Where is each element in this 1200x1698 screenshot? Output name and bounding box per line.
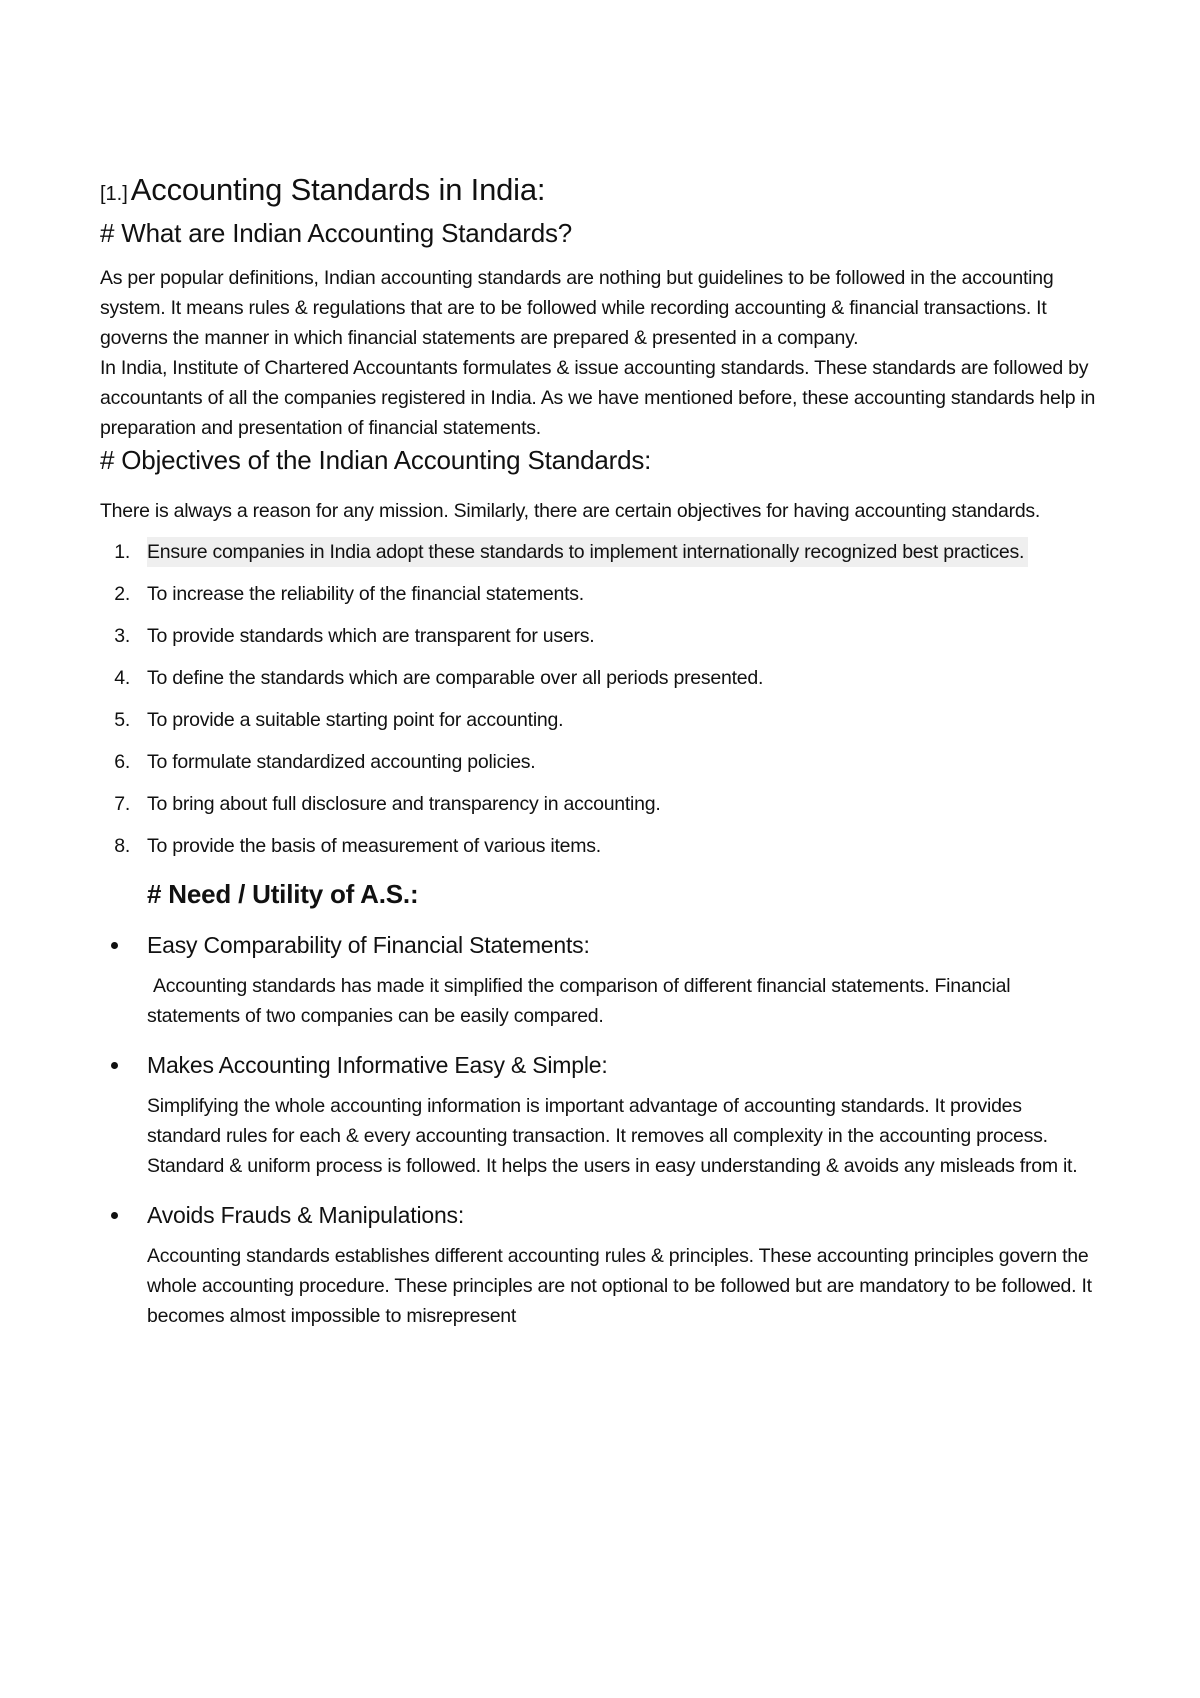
document-content: [100, 172, 1100, 1331]
heading-objectives: # Objectives of the Indian Accounting Standards:: [100, 445, 652, 475]
list-item: [100, 747, 1100, 777]
list-item-text: To formulate standardized accounting policies.: [147, 751, 536, 773]
utility-item-title: Easy Comparability of Financial Statements:: [147, 932, 590, 958]
list-item-number: 3.: [114, 625, 130, 647]
page-title: Accounting Standards in India:: [130, 172, 546, 207]
list-item-text: To provide a suitable starting point for accounting.: [147, 709, 564, 731]
utility-item: [100, 1199, 1100, 1331]
list-item-number: 5.: [114, 709, 130, 731]
list-item: [100, 579, 1100, 609]
list-item-number: 2.: [114, 583, 130, 605]
utility-item-heading: [100, 929, 1100, 961]
objectives-list: [100, 537, 1100, 861]
list-item-text: To bring about full disclosure and transparency in accounting.: [147, 793, 661, 815]
heading-need-utility: # Need / Utility of A.S.:: [147, 879, 419, 909]
title-number: [1.]: [100, 183, 128, 205]
list-item-number: 7.: [114, 793, 130, 815]
utility-item-heading: [100, 1199, 1100, 1231]
list-item-number: 8.: [114, 835, 130, 857]
list-item: [100, 621, 1100, 651]
title-row: [100, 172, 1100, 216]
list-item-text: To provide standards which are transparent for users.: [147, 625, 595, 647]
paragraph-objectives-intro: There is always a reason for any mission. Similarly, there are certain objectives for having accounting standards.: [100, 500, 1041, 522]
list-item: [100, 705, 1100, 735]
list-item: [100, 663, 1100, 693]
list-item-text: To define the standards which are comparable over all periods presented.: [147, 667, 764, 689]
list-item: [100, 537, 1100, 567]
utility-item-title: Makes Accounting Informative Easy & Simple:: [147, 1052, 608, 1078]
utility-item-title: Avoids Frauds & Manipulations:: [147, 1202, 465, 1228]
paragraph-definition: As per popular definitions, Indian accounting standards are nothing but guidelines to be followed in the accounting system. It means rules & regulations that are to be followed while recording accounting & financial transactions. It governs the manner in which financial statements are prepared & presented in a company.: [100, 267, 1054, 349]
list-item-text: To increase the reliability of the financial statements.: [147, 583, 584, 605]
bullet-icon: [100, 1049, 147, 1081]
list-item: [100, 789, 1100, 819]
heading-what-are-standards: # What are Indian Accounting Standards?: [100, 218, 573, 248]
utility-item-body: Accounting standards has made it simplified the comparison of different financial statements. Financial statements of two companies can be easily compared.: [147, 975, 1011, 1027]
list-item-number: 4.: [114, 667, 130, 689]
list-item-text: To provide the basis of measurement of various items.: [147, 835, 601, 857]
list-item-number: 6.: [114, 751, 130, 773]
bullet-icon: [100, 1199, 147, 1231]
bullet-icon: [100, 929, 147, 961]
utility-item-heading: [100, 1049, 1100, 1081]
utility-item-body: Simplifying the whole accounting information is important advantage of accounting standards. It provides standard rules for each & every accounting transaction. It removes all complexity in the accounting process. Standard & uniform process is followed. It helps the users in easy understanding & avoids any misleads from it.: [147, 1095, 1078, 1177]
list-item-text: Ensure companies in India adopt these standards to implement internationally recognized best practices.: [147, 537, 1028, 567]
utility-item: [100, 1049, 1100, 1181]
list-item: [100, 831, 1100, 861]
list-item-number: 1.: [114, 541, 130, 563]
utility-item-body: Accounting standards establishes different accounting rules & principles. These accounting principles govern the whole accounting procedure. These principles are not optional to be followed but are mandatory to be followed. It becomes almost impossible to misrepresent: [147, 1245, 1092, 1327]
utility-item: [100, 929, 1100, 1031]
paragraph-icai: In India, Institute of Chartered Accountants formulates & issue accounting standards. These standards are followed by accountants of all the companies registered in India. As we have mentioned before, these accounting standards help in preparation and presentation of financial statements.: [100, 357, 1096, 439]
